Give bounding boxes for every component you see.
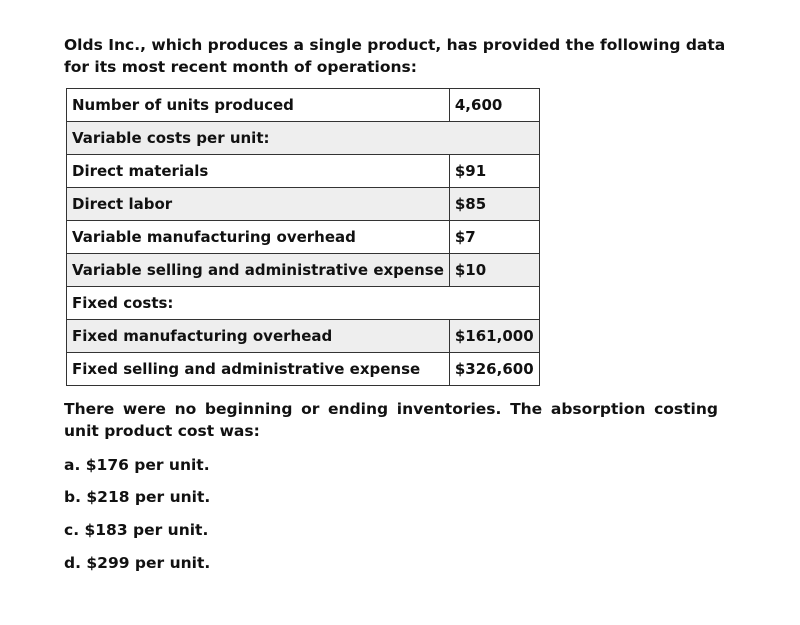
- table-row: [67, 89, 540, 122]
- row-label: Fixed manufacturing overhead: [67, 320, 450, 353]
- row-value: $326,600: [449, 353, 539, 386]
- row-value: $161,000: [449, 320, 539, 353]
- table-row: [67, 254, 540, 287]
- row-label: Variable manufacturing overhead: [67, 221, 450, 254]
- choice-d: d. $299 per unit.: [64, 554, 211, 572]
- choice-c: c. $183 per unit.: [64, 521, 209, 539]
- row-label: Number of units produced: [67, 89, 450, 122]
- table-row: [67, 287, 540, 320]
- row-value: $91: [449, 155, 539, 188]
- section-header-variable: Variable costs per unit:: [67, 122, 540, 155]
- cost-data-table: [66, 88, 540, 386]
- table-row: [67, 320, 540, 353]
- table-row: [67, 353, 540, 386]
- table-row: [67, 188, 540, 221]
- row-label: Direct labor: [67, 188, 450, 221]
- table-row: [67, 122, 540, 155]
- problem-intro: Olds Inc., which produces a single product, has provided the following data for its most recent month of operations:: [64, 36, 726, 76]
- row-label: Direct materials: [67, 155, 450, 188]
- row-label: Fixed selling and administrative expense: [67, 353, 450, 386]
- question-text: There were no beginning or ending inventories. The absorption costing unit product cost was:: [64, 400, 718, 440]
- section-header-fixed: Fixed costs:: [67, 287, 540, 320]
- row-value: $85: [449, 188, 539, 221]
- choice-a: a. $176 per unit.: [64, 456, 210, 474]
- row-label: Variable selling and administrative expense: [67, 254, 450, 287]
- row-value: $7: [449, 221, 539, 254]
- table-row: [67, 221, 540, 254]
- row-value: $10: [449, 254, 539, 287]
- choice-b: b. $218 per unit.: [64, 488, 211, 506]
- table-row: [67, 155, 540, 188]
- row-value: 4,600: [449, 89, 539, 122]
